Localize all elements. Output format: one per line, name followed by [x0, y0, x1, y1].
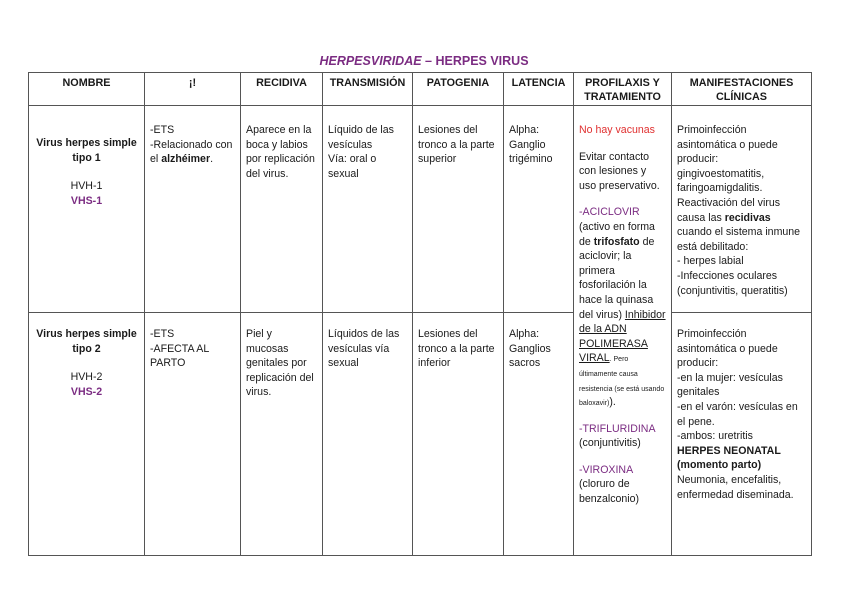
virus-code-purple: VHS-1	[70, 194, 103, 207]
patogenia-cell: Lesiones del tronco a la parte inferior	[413, 313, 504, 556]
virus-name: Virus herpes simple tipo 2	[36, 328, 137, 355]
title-rest: – HERPES VIRUS	[421, 54, 529, 68]
trifluridina-label: -TRIFLURIDINA	[579, 422, 656, 435]
header-transmision: TRANSMISIÓN	[323, 73, 413, 106]
name-cell	[29, 106, 145, 313]
alert-end: .	[210, 153, 214, 166]
alert-bold: alzhéimer	[161, 153, 211, 166]
trifluridina-desc: (conjuntivitis)	[579, 437, 641, 450]
virus-code: HVH-1	[70, 180, 103, 193]
manifestaciones-cell	[672, 313, 812, 556]
recidiva-cell: Piel y mucosas genitales por replicación del virus.	[241, 313, 323, 556]
header-patogenia: PATOGENIA	[413, 73, 504, 106]
header-recidiva: RECIDIVA	[241, 73, 323, 106]
pero-end: ).	[609, 396, 616, 409]
aciclovir-desc-2: de aciclovir; la primera fosforilación la hace la quinasa del virus)	[579, 235, 655, 321]
manifestaciones-cell	[672, 106, 812, 313]
transmision-cell: Líquidos de las vesículas vía sexual	[323, 313, 413, 556]
herpes-table	[28, 72, 812, 556]
manif-text-2: Neumonia, encefalitis, enfermedad diseminada.	[677, 473, 794, 501]
latencia-cell: Alpha: Ganglios sacros	[504, 313, 574, 556]
inhibidor-text: Inhibidor de la ADN POLIMERASA VIRAL	[579, 308, 666, 365]
profilaxis-cell	[574, 106, 672, 556]
aciclovir-label: -ACICLOVIR	[579, 206, 640, 219]
manif-bold: recidivas	[724, 211, 771, 224]
viroxina-label: -VIROXINA	[579, 463, 634, 476]
alert-cell	[145, 106, 241, 313]
viroxina-desc: (cloruro de benzalconio)	[579, 478, 640, 506]
pero-note: . Pero últimamente causa resistencia (se está usando baloxavir)	[579, 356, 665, 408]
aciclovir-desc-1: (activo en forma de	[579, 220, 655, 248]
patogenia-cell: Lesiones del tronco a la parte superior	[413, 106, 504, 313]
header-latencia: LATENCIA	[504, 73, 574, 106]
virus-code-purple: VHS-2	[70, 385, 103, 398]
alert-text: -ETS -Relacionado con el	[150, 124, 233, 166]
manif-bold: HERPES NEONATAL (momento parto)	[677, 444, 781, 472]
name-cell	[29, 313, 145, 556]
header-nombre: NOMBRE	[29, 73, 145, 106]
aciclovir-bold: trifosfato	[593, 235, 640, 248]
page-title	[0, 54, 848, 68]
latencia-cell: Alpha: Ganglio trigémino	[504, 106, 574, 313]
evitar-contacto: Evitar contacto con lesiones y uso preservativo.	[579, 150, 660, 192]
alert-cell: -ETS -AFECTA AL PARTO	[145, 313, 241, 556]
aciclovir-desc	[579, 220, 666, 410]
header-row	[29, 73, 812, 106]
table-row	[29, 313, 812, 556]
virus-code: HVH-2	[70, 371, 103, 384]
no-vacunas: No hay vacunas	[579, 124, 655, 136]
manif-text-2: cuando el sistema inmune está debilitado: - herpes labial -Infecciones oculares (conjuntivitis, queratitis)	[677, 226, 801, 297]
transmision-cell: Líquido de las vesículas Vía: oral o sexual	[323, 106, 413, 313]
title-family: HERPESVIRIDAE	[319, 54, 422, 68]
header-manifestaciones: MANIFESTACIONES CLÍNICAS	[672, 73, 812, 106]
table-row	[29, 106, 812, 313]
manif-text-1: Primoinfección asintomática o puede producir: gingivoestomatitis, faringoamigdalitis. Reactivación del virus causa las	[677, 124, 781, 224]
manif-text-1: Primoinfección asintomática o puede producir: -en la mujer: vesículas genitales -en el varón: vesículas en el pene. -ambos: uretritis	[677, 328, 798, 443]
recidiva-cell: Aparece en la boca y labios por replicación del virus.	[241, 106, 323, 313]
header-profilaxis: PROFILAXIS Y TRATAMIENTO	[574, 73, 672, 106]
header-alert: ¡!	[145, 73, 241, 106]
virus-name: Virus herpes simple tipo 1	[36, 137, 137, 164]
